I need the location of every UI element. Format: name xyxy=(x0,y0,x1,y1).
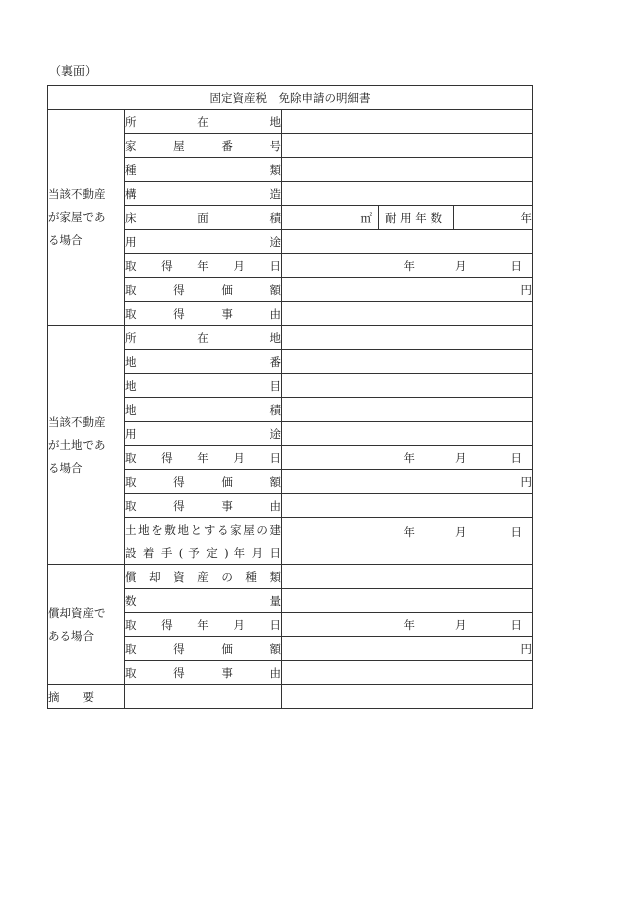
house-acq-date-field[interactable]: 年 月 日 xyxy=(282,254,533,278)
construction-start-date-field[interactable]: 年 月 日 xyxy=(282,518,533,565)
house-kind-field[interactable] xyxy=(282,158,533,182)
summary-label: 摘 要 xyxy=(48,685,125,709)
asset-acq-date-label: 取 得 年 月 日 xyxy=(125,613,282,637)
asset-acq-reason-field[interactable] xyxy=(282,661,533,685)
sqm-unit: ㎡ xyxy=(360,210,372,225)
land-acq-date-field[interactable]: 年 月 日 xyxy=(282,446,533,470)
page-side-label: （裏面） xyxy=(49,64,98,78)
quantity-field[interactable] xyxy=(282,589,533,613)
house-location-label: 所 在 地 xyxy=(125,110,282,134)
house-acq-reason-field[interactable] xyxy=(282,302,533,326)
construction-start-label-line1: 土地を敷地とする家屋の建 xyxy=(125,518,282,542)
house-acq-price-label: 取 得 価 額 xyxy=(125,278,282,302)
house-floor-area-label: 床 面 積 xyxy=(125,206,282,230)
house-number-field[interactable] xyxy=(282,134,533,158)
land-section-label: 当該不動産 が土地であ る場合 xyxy=(48,326,125,565)
house-acq-date-label: 取 得 年 月 日 xyxy=(125,254,282,278)
asset-acq-price-label: 取 得 価 額 xyxy=(125,637,282,661)
useful-life-field[interactable] xyxy=(454,206,533,230)
house-acq-reason-label: 取 得 事 由 xyxy=(125,302,282,326)
land-location-label: 所 在 地 xyxy=(125,326,282,350)
construction-start-label-line2: 設 着 手 ( 予 定 ) 年 月 日 xyxy=(125,541,282,565)
house-acq-price-field[interactable]: 円 xyxy=(282,278,533,302)
land-location-field[interactable] xyxy=(282,326,533,350)
summary-left-field[interactable] xyxy=(125,685,282,709)
land-category-field[interactable] xyxy=(282,374,533,398)
asset-type-field[interactable] xyxy=(282,565,533,589)
land-acq-date-label: 取 得 年 月 日 xyxy=(125,446,282,470)
summary-right-field[interactable] xyxy=(282,685,533,709)
house-section-label: 当該不動産 が家屋であ る場合 xyxy=(48,110,125,326)
house-use-field[interactable] xyxy=(282,230,533,254)
asset-acq-price-field[interactable]: 円 xyxy=(282,637,533,661)
depreciable-section-label: 償却資産で ある場合 xyxy=(48,565,125,685)
land-lot-number-label: 地 番 xyxy=(125,350,282,374)
land-acq-reason-label: 取 得 事 由 xyxy=(125,494,282,518)
house-structure-field[interactable] xyxy=(282,182,533,206)
asset-type-label: 償 却 資 産 の 種 類 xyxy=(125,565,282,589)
form-title: 固定資産税 免除申請の明細書 xyxy=(48,86,533,110)
exemption-detail-form xyxy=(47,85,533,709)
house-use-label: 用 途 xyxy=(125,230,282,254)
land-acq-price-field[interactable]: 円 xyxy=(282,470,533,494)
quantity-label: 数 量 xyxy=(125,589,282,613)
land-category-label: 地 目 xyxy=(125,374,282,398)
asset-acq-reason-label: 取 得 事 由 xyxy=(125,661,282,685)
land-acq-price-label: 取 得 価 額 xyxy=(125,470,282,494)
land-area-field[interactable] xyxy=(282,398,533,422)
house-location-field[interactable] xyxy=(282,110,533,134)
land-lot-number-field[interactable] xyxy=(282,350,533,374)
land-use-label: 用 途 xyxy=(125,422,282,446)
year-unit: 年 xyxy=(520,210,533,225)
useful-life-label: 耐 用 年 数 xyxy=(379,206,454,230)
land-use-field[interactable] xyxy=(282,422,533,446)
land-acq-reason-field[interactable] xyxy=(282,494,533,518)
asset-acq-date-field[interactable]: 年 月 日 xyxy=(282,613,533,637)
house-structure-label: 構 造 xyxy=(125,182,282,206)
house-number-label: 家 屋 番 号 xyxy=(125,134,282,158)
house-floor-area-field[interactable] xyxy=(282,206,379,230)
land-area-label: 地 積 xyxy=(125,398,282,422)
house-kind-label: 種 類 xyxy=(125,158,282,182)
